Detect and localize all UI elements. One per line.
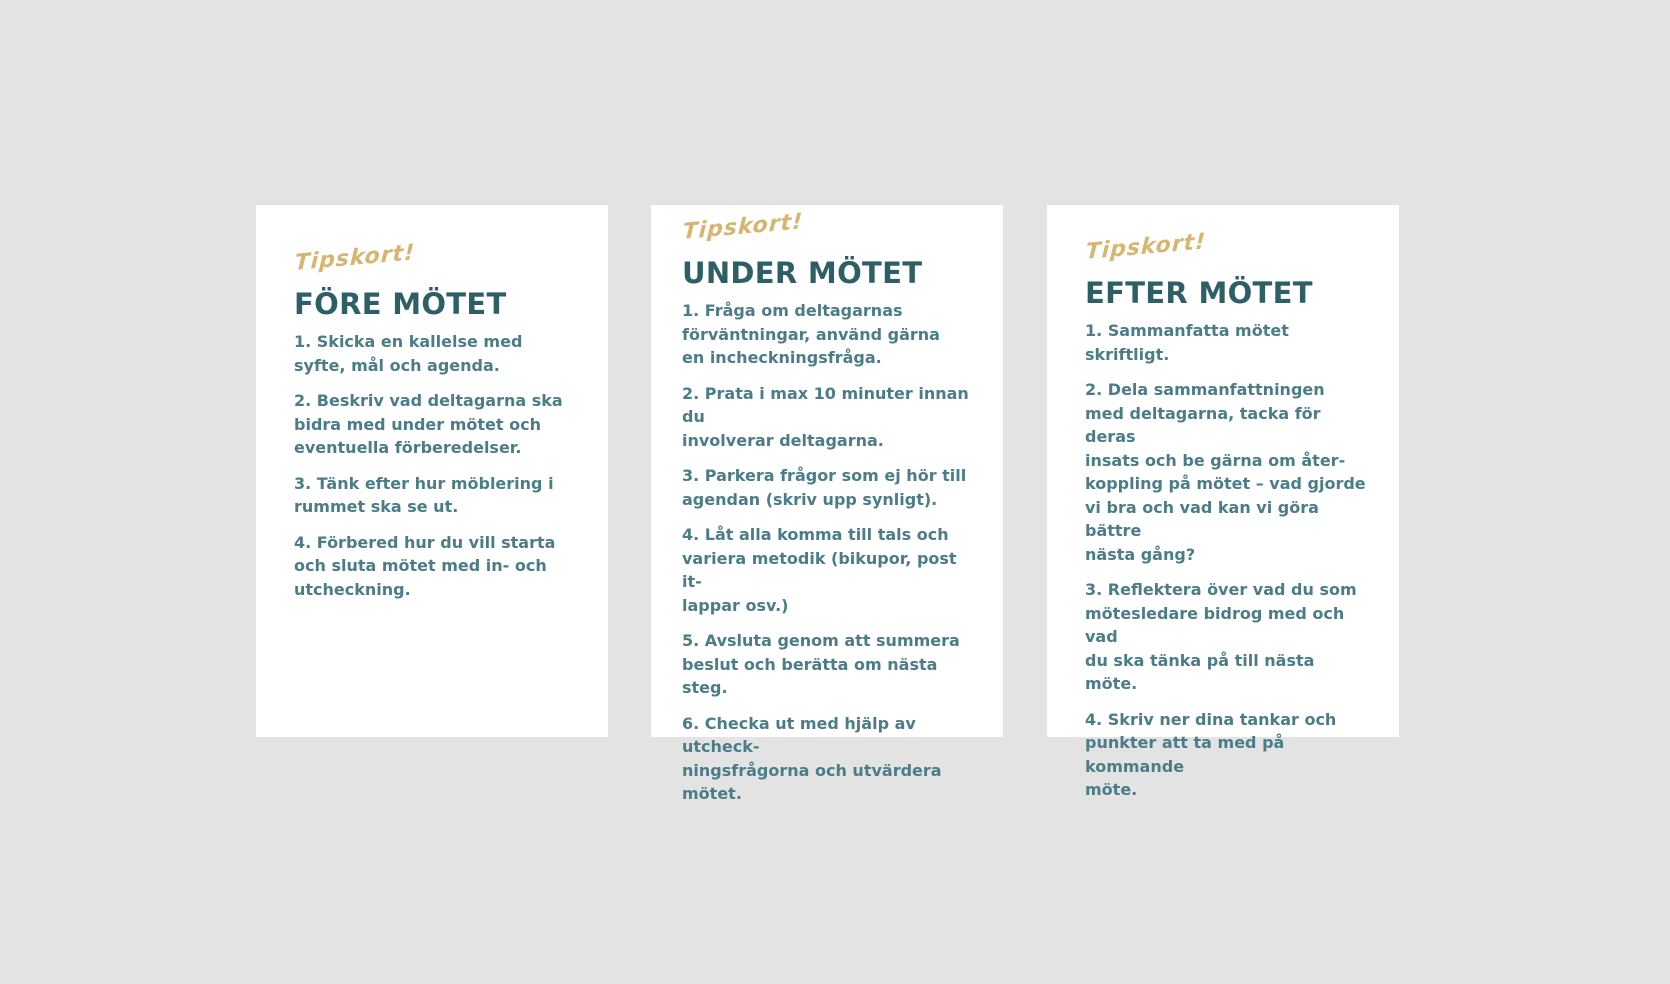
tip-card-after-meeting	[1047, 205, 1399, 799]
tips-list	[1085, 319, 1369, 802]
tips-list	[682, 299, 973, 806]
card-title: FÖRE MÖTET	[294, 287, 507, 321]
tip-item: 1. Sammanfatta mötet skriftligt.	[1085, 321, 1289, 364]
tipskort-label: Tipskort!	[1085, 229, 1207, 265]
tip-item: 5. Avsluta genom att summera beslut och berätta om nästa steg.	[682, 631, 960, 697]
tip-item: 4. Skriv ner dina tankar och punkter att ta med på kommande möte.	[1085, 709, 1337, 799]
tip-item: 1. Fråga om deltagarnas förväntningar, använd gärna en incheckningsfråga.	[682, 301, 940, 367]
tips-list	[294, 330, 578, 601]
tip-card-before-meeting	[256, 205, 608, 737]
tip-item: 1. Skicka en kallelse med syfte, mål och agenda.	[294, 332, 523, 375]
tip-item: 2. Dela sammanfattningen med deltagarna, tacka för deras insats och be gärna om åter- koppling på mötet – vad gjorde vi bra och vad kan vi göra bättre nästa gång?	[1085, 380, 1366, 564]
tip-item: 3. Parkera frågor som ej hör till agendan (skriv upp synligt).	[682, 466, 967, 509]
tipskort-label: Tipskort!	[294, 240, 416, 276]
tip-item: 3. Reflektera över vad du som mötesledare bidrog med och vad du ska tänka på till nästa möte.	[1085, 580, 1357, 693]
tip-item: 4. Låt alla komma till tals och variera metodik (bikupor, post it- lappar osv.)	[682, 525, 957, 615]
tip-card-during-meeting	[651, 205, 1003, 803]
tip-item: 3. Tänk efter hur möblering i rummet ska se ut.	[294, 473, 554, 516]
tip-item: 2. Prata i max 10 minuter innan du involverar deltagarna.	[682, 383, 969, 450]
tip-item: 2. Beskriv vad deltagarna ska bidra med under mötet och eventuella förberedelser.	[294, 391, 563, 457]
card-title: EFTER MÖTET	[1085, 276, 1313, 310]
card-title: UNDER MÖTET	[682, 256, 923, 290]
tip-item: 6. Checka ut med hjälp av utcheck- ningsfrågorna och utvärdera mötet.	[682, 713, 942, 803]
tipskort-label: Tipskort!	[682, 209, 804, 245]
tip-item: 4. Förbered hur du vill starta och sluta mötet med in- och utcheckning.	[294, 532, 556, 599]
